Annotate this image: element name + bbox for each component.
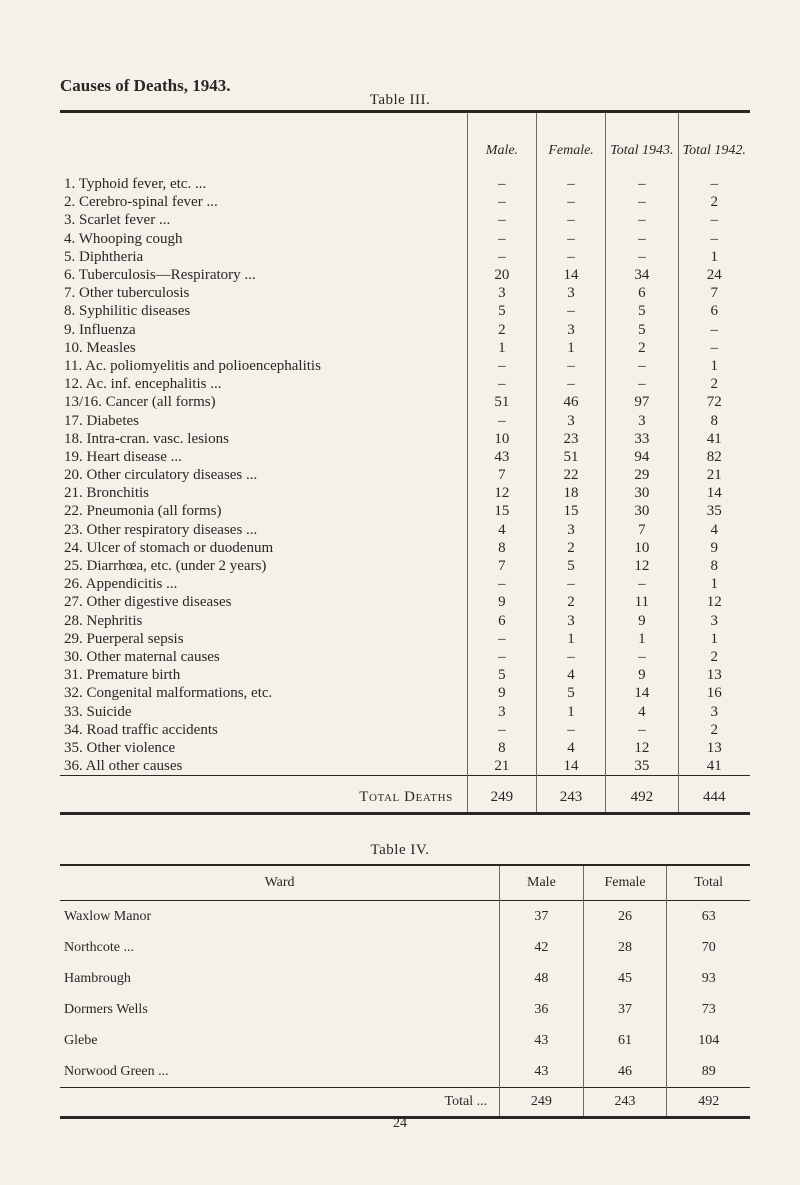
total-1942-count: 72: [678, 393, 750, 411]
total-1942-count: 13: [678, 666, 750, 684]
female-count: –: [536, 721, 605, 739]
ward-total-count: 89: [667, 1056, 750, 1088]
table-row: [60, 266, 750, 284]
cause-label: 11. Ac. poliomyelitis and polioencephalitis: [64, 357, 321, 374]
cause-label: 3. Scarlet fever ...: [64, 212, 171, 229]
female-count: 18: [536, 484, 605, 502]
total-1943-count: –: [606, 163, 678, 193]
table-iii-header: [60, 112, 750, 164]
cause-label: 33. Suicide: [64, 703, 132, 720]
male-count: 4: [467, 521, 536, 539]
total-1943-count: 12: [606, 739, 678, 757]
table-row: [60, 901, 750, 933]
female-count: 14: [536, 757, 605, 776]
male-count: 8: [467, 739, 536, 757]
ward-total-count: 63: [667, 901, 750, 933]
header-total-1943: Total 1943.: [606, 112, 678, 164]
ward-female-count: 46: [583, 1056, 667, 1088]
cause-label: 29. Puerperal sepsis: [64, 630, 184, 647]
total-1942-count: 2: [678, 648, 750, 666]
cause-label: 36. All other causes: [64, 758, 183, 775]
header-total-1942: Total 1942.: [678, 112, 750, 164]
total-1942-count: –: [678, 163, 750, 193]
male-count: –: [467, 163, 536, 193]
table-row: [60, 375, 750, 393]
total-1943-count: 5: [606, 302, 678, 320]
header-male: Male.: [467, 112, 536, 164]
male-count: 7: [467, 466, 536, 484]
total-1943-count: 29: [606, 466, 678, 484]
cause-label: 10. Measles: [64, 339, 136, 356]
male-count: 8: [467, 539, 536, 557]
ward-female-count: 61: [583, 1025, 667, 1056]
table-row: [60, 321, 750, 339]
table-row: [60, 484, 750, 502]
total-1943-count: –: [606, 357, 678, 375]
total-1943-count: 4: [606, 702, 678, 720]
table-row: [60, 963, 750, 994]
ward-total-count: 104: [667, 1025, 750, 1056]
total-1942-count: 9: [678, 539, 750, 557]
cause-label: 23. Other respiratory diseases ...: [64, 521, 258, 538]
header-female: Female.: [536, 112, 605, 164]
ward-name: Hambrough: [64, 970, 131, 986]
page-heading: Causes of Deaths, 1943.: [60, 76, 231, 95]
female-count: 3: [536, 321, 605, 339]
total-1943: 492: [606, 776, 678, 814]
total-1942-count: 2: [678, 721, 750, 739]
header-ward: Ward: [264, 875, 295, 890]
total-1942-count: 1: [678, 575, 750, 593]
female-count: –: [536, 163, 605, 193]
table-iv: [60, 864, 750, 1119]
ward-female-count: 45: [583, 963, 667, 994]
female-count: 4: [536, 666, 605, 684]
cause-label: 26. Appendicitis ...: [64, 576, 178, 593]
total-1943-count: 9: [606, 666, 678, 684]
male-count: –: [467, 721, 536, 739]
total-1943-count: 10: [606, 539, 678, 557]
total-1942-count: 4: [678, 521, 750, 539]
ward-total-total: 492: [667, 1088, 750, 1118]
ward-female-count: 26: [583, 901, 667, 933]
total-1943-count: 11: [606, 593, 678, 611]
table-row: [60, 521, 750, 539]
total-1942-count: 82: [678, 448, 750, 466]
female-count: –: [536, 193, 605, 211]
total-1942-count: 13: [678, 739, 750, 757]
male-count: 9: [467, 684, 536, 702]
ward-name: Glebe: [64, 1032, 98, 1048]
table-row: [60, 593, 750, 611]
table-row: [60, 339, 750, 357]
female-count: –: [536, 648, 605, 666]
male-count: –: [467, 230, 536, 248]
female-count: 3: [536, 411, 605, 429]
table-row: [60, 702, 750, 720]
female-count: 1: [536, 702, 605, 720]
table-iii-caption: Table III.: [369, 92, 431, 108]
cause-label: 22. Pneumonia (all forms): [64, 503, 222, 520]
cause-label: 28. Nephritis: [64, 612, 143, 629]
total-1943-count: –: [606, 575, 678, 593]
total-1942-count: 2: [678, 375, 750, 393]
male-count: 15: [467, 502, 536, 520]
ward-male-count: 37: [500, 901, 584, 933]
ward-total-count: 70: [667, 932, 750, 963]
total-1942-count: 41: [678, 757, 750, 776]
total-1942-count: 12: [678, 593, 750, 611]
table-iii: [60, 110, 750, 815]
table-row: [60, 757, 750, 776]
male-count: 9: [467, 593, 536, 611]
cause-label: 18. Intra-cran. vasc. lesions: [64, 430, 229, 447]
table-row: [60, 393, 750, 411]
table-row: [60, 739, 750, 757]
ward-total-male: 249: [500, 1088, 584, 1118]
total-1943-count: 33: [606, 430, 678, 448]
cause-label: 13/16. Cancer (all forms): [64, 394, 216, 411]
cause-label: 4. Whooping cough: [64, 230, 183, 247]
cause-label: 24. Ulcer of stomach or duodenum: [64, 539, 274, 556]
cause-label: 25. Diarrhœa, etc. (under 2 years): [64, 558, 267, 575]
table-iv-header: [60, 865, 750, 901]
table-row: [60, 557, 750, 575]
female-count: 14: [536, 266, 605, 284]
table-iv-total-row: [60, 1088, 750, 1118]
total-1942-count: 3: [678, 702, 750, 720]
female-count: 22: [536, 466, 605, 484]
cause-label: 21. Bronchitis: [64, 485, 149, 502]
cause-label: 19. Heart disease ...: [64, 448, 182, 465]
cause-label: 27. Other digestive diseases: [64, 594, 232, 611]
male-count: 51: [467, 393, 536, 411]
female-count: –: [536, 575, 605, 593]
table-iv-caption: Table IV.: [370, 842, 430, 858]
total-1943-count: 34: [606, 266, 678, 284]
header-male: Male: [500, 865, 584, 901]
ward-name: Northcote ...: [64, 939, 134, 955]
total-1943-count: –: [606, 721, 678, 739]
total-1943-count: –: [606, 248, 678, 266]
total-1942-count: 3: [678, 612, 750, 630]
cause-label: 20. Other circulatory diseases ...: [64, 467, 258, 484]
total-1943-count: 30: [606, 502, 678, 520]
total-1943-count: 35: [606, 757, 678, 776]
male-count: 3: [467, 284, 536, 302]
table-row: [60, 612, 750, 630]
male-count: 1: [467, 339, 536, 357]
ward-total-count: 93: [667, 963, 750, 994]
female-count: –: [536, 375, 605, 393]
total-1943-count: 6: [606, 284, 678, 302]
table-row: [60, 411, 750, 429]
male-count: 7: [467, 557, 536, 575]
male-count: –: [467, 357, 536, 375]
table-row: [60, 666, 750, 684]
total-1943-count: 5: [606, 321, 678, 339]
ward-male-count: 43: [500, 1025, 584, 1056]
ward-male-count: 36: [500, 994, 584, 1025]
total-female: 243: [536, 776, 605, 814]
cause-label: 1. Typhoid fever, etc. ...: [64, 176, 207, 193]
male-count: –: [467, 248, 536, 266]
total-1942-count: 41: [678, 430, 750, 448]
total-1942-count: –: [678, 321, 750, 339]
table-row: [60, 163, 750, 193]
table-row: [60, 193, 750, 211]
cause-label: 35. Other violence: [64, 739, 176, 756]
cause-label: 31. Premature birth: [64, 667, 181, 684]
total-1943-count: 30: [606, 484, 678, 502]
total-1943-count: –: [606, 375, 678, 393]
cause-label: 34. Road traffic accidents: [64, 721, 218, 738]
total-1942-count: –: [678, 230, 750, 248]
cause-label: 6. Tuberculosis—Respiratory ...: [64, 267, 256, 284]
cause-label: 9. Influenza: [64, 321, 136, 338]
ward-female-count: 28: [583, 932, 667, 963]
header-female: Female: [583, 865, 667, 901]
header-total: Total: [667, 865, 750, 901]
page-number: 24: [393, 1116, 407, 1131]
male-count: 6: [467, 612, 536, 630]
table-row: [60, 448, 750, 466]
female-count: 3: [536, 284, 605, 302]
total-1943-count: 12: [606, 557, 678, 575]
female-count: –: [536, 230, 605, 248]
female-count: 3: [536, 612, 605, 630]
cause-label: 8. Syphilitic diseases: [64, 303, 191, 320]
ward-name: Norwood Green ...: [64, 1063, 169, 1079]
table-row: [60, 1056, 750, 1088]
table-row: [60, 994, 750, 1025]
female-count: –: [536, 357, 605, 375]
total-1942-count: 24: [678, 266, 750, 284]
table-row: [60, 284, 750, 302]
table-row: [60, 248, 750, 266]
male-count: 12: [467, 484, 536, 502]
female-count: 23: [536, 430, 605, 448]
female-count: –: [536, 211, 605, 229]
male-count: 21: [467, 757, 536, 776]
female-count: 15: [536, 502, 605, 520]
total-1943-count: 9: [606, 612, 678, 630]
ward-female-count: 37: [583, 994, 667, 1025]
ward-male-count: 43: [500, 1056, 584, 1088]
female-count: –: [536, 302, 605, 320]
male-count: 20: [467, 266, 536, 284]
male-count: –: [467, 575, 536, 593]
total-deaths-label: Total Deaths: [60, 776, 467, 814]
ward-male-count: 48: [500, 963, 584, 994]
ward-name: Dormers Wells: [64, 1001, 148, 1017]
female-count: 4: [536, 739, 605, 757]
total-1942-count: 7: [678, 284, 750, 302]
table-row: [60, 357, 750, 375]
male-count: –: [467, 211, 536, 229]
total-1942-count: 8: [678, 411, 750, 429]
table-row: [60, 648, 750, 666]
total-1943-count: –: [606, 211, 678, 229]
total-1942-count: –: [678, 339, 750, 357]
total-1942-count: 1: [678, 357, 750, 375]
total-male: 249: [467, 776, 536, 814]
table-row: [60, 684, 750, 702]
male-count: 5: [467, 666, 536, 684]
total-1943-count: 94: [606, 448, 678, 466]
male-count: –: [467, 375, 536, 393]
table-row: [60, 539, 750, 557]
cause-label: 17. Diabetes: [64, 412, 139, 429]
cause-label: 12. Ac. inf. encephalitis ...: [64, 376, 222, 393]
total-1943-count: 2: [606, 339, 678, 357]
table-row: [60, 1025, 750, 1056]
total-1943-count: –: [606, 648, 678, 666]
table-row: [60, 230, 750, 248]
table-row: [60, 502, 750, 520]
ward-total-female: 243: [583, 1088, 667, 1118]
table-row: [60, 211, 750, 229]
table-row: [60, 721, 750, 739]
table-row: [60, 575, 750, 593]
total-1943-count: –: [606, 193, 678, 211]
table-iii-total-row: [60, 776, 750, 814]
male-count: 10: [467, 430, 536, 448]
cause-label: 32. Congenital malformations, etc.: [64, 685, 273, 702]
female-count: 5: [536, 557, 605, 575]
total-1943-count: –: [606, 230, 678, 248]
female-count: 1: [536, 630, 605, 648]
female-count: 2: [536, 539, 605, 557]
total-1942-count: –: [678, 211, 750, 229]
male-count: –: [467, 411, 536, 429]
total-1942-count: 16: [678, 684, 750, 702]
female-count: 46: [536, 393, 605, 411]
ward-name: Waxlow Manor: [64, 908, 152, 924]
total-1942: 444: [678, 776, 750, 814]
total-1942-count: 1: [678, 630, 750, 648]
male-count: –: [467, 630, 536, 648]
female-count: 51: [536, 448, 605, 466]
total-1943-count: 7: [606, 521, 678, 539]
male-count: –: [467, 648, 536, 666]
male-count: 5: [467, 302, 536, 320]
female-count: 3: [536, 521, 605, 539]
total-1943-count: 14: [606, 684, 678, 702]
total-1942-count: 35: [678, 502, 750, 520]
total-1943-count: 1: [606, 630, 678, 648]
cause-label: 2. Cerebro-spinal fever ...: [64, 194, 218, 211]
female-count: 2: [536, 593, 605, 611]
cause-label: 5. Diphtheria: [64, 248, 144, 265]
female-count: 1: [536, 339, 605, 357]
total-1943-count: 3: [606, 411, 678, 429]
total-1942-count: 8: [678, 557, 750, 575]
male-count: –: [467, 193, 536, 211]
ward-total-count: 73: [667, 994, 750, 1025]
total-1942-count: 1: [678, 248, 750, 266]
table-row: [60, 630, 750, 648]
ward-total-label: Total ...: [60, 1088, 500, 1118]
table-row: [60, 932, 750, 963]
cause-label: 30. Other maternal causes: [64, 648, 220, 665]
table-row: [60, 430, 750, 448]
male-count: 43: [467, 448, 536, 466]
female-count: –: [536, 248, 605, 266]
total-1942-count: 2: [678, 193, 750, 211]
total-1942-count: 14: [678, 484, 750, 502]
table-row: [60, 466, 750, 484]
table-row: [60, 302, 750, 320]
total-1942-count: 21: [678, 466, 750, 484]
total-1942-count: 6: [678, 302, 750, 320]
female-count: 5: [536, 684, 605, 702]
male-count: 2: [467, 321, 536, 339]
cause-label: 7. Other tuberculosis: [64, 285, 190, 302]
male-count: 3: [467, 702, 536, 720]
ward-male-count: 42: [500, 932, 584, 963]
total-1943-count: 97: [606, 393, 678, 411]
